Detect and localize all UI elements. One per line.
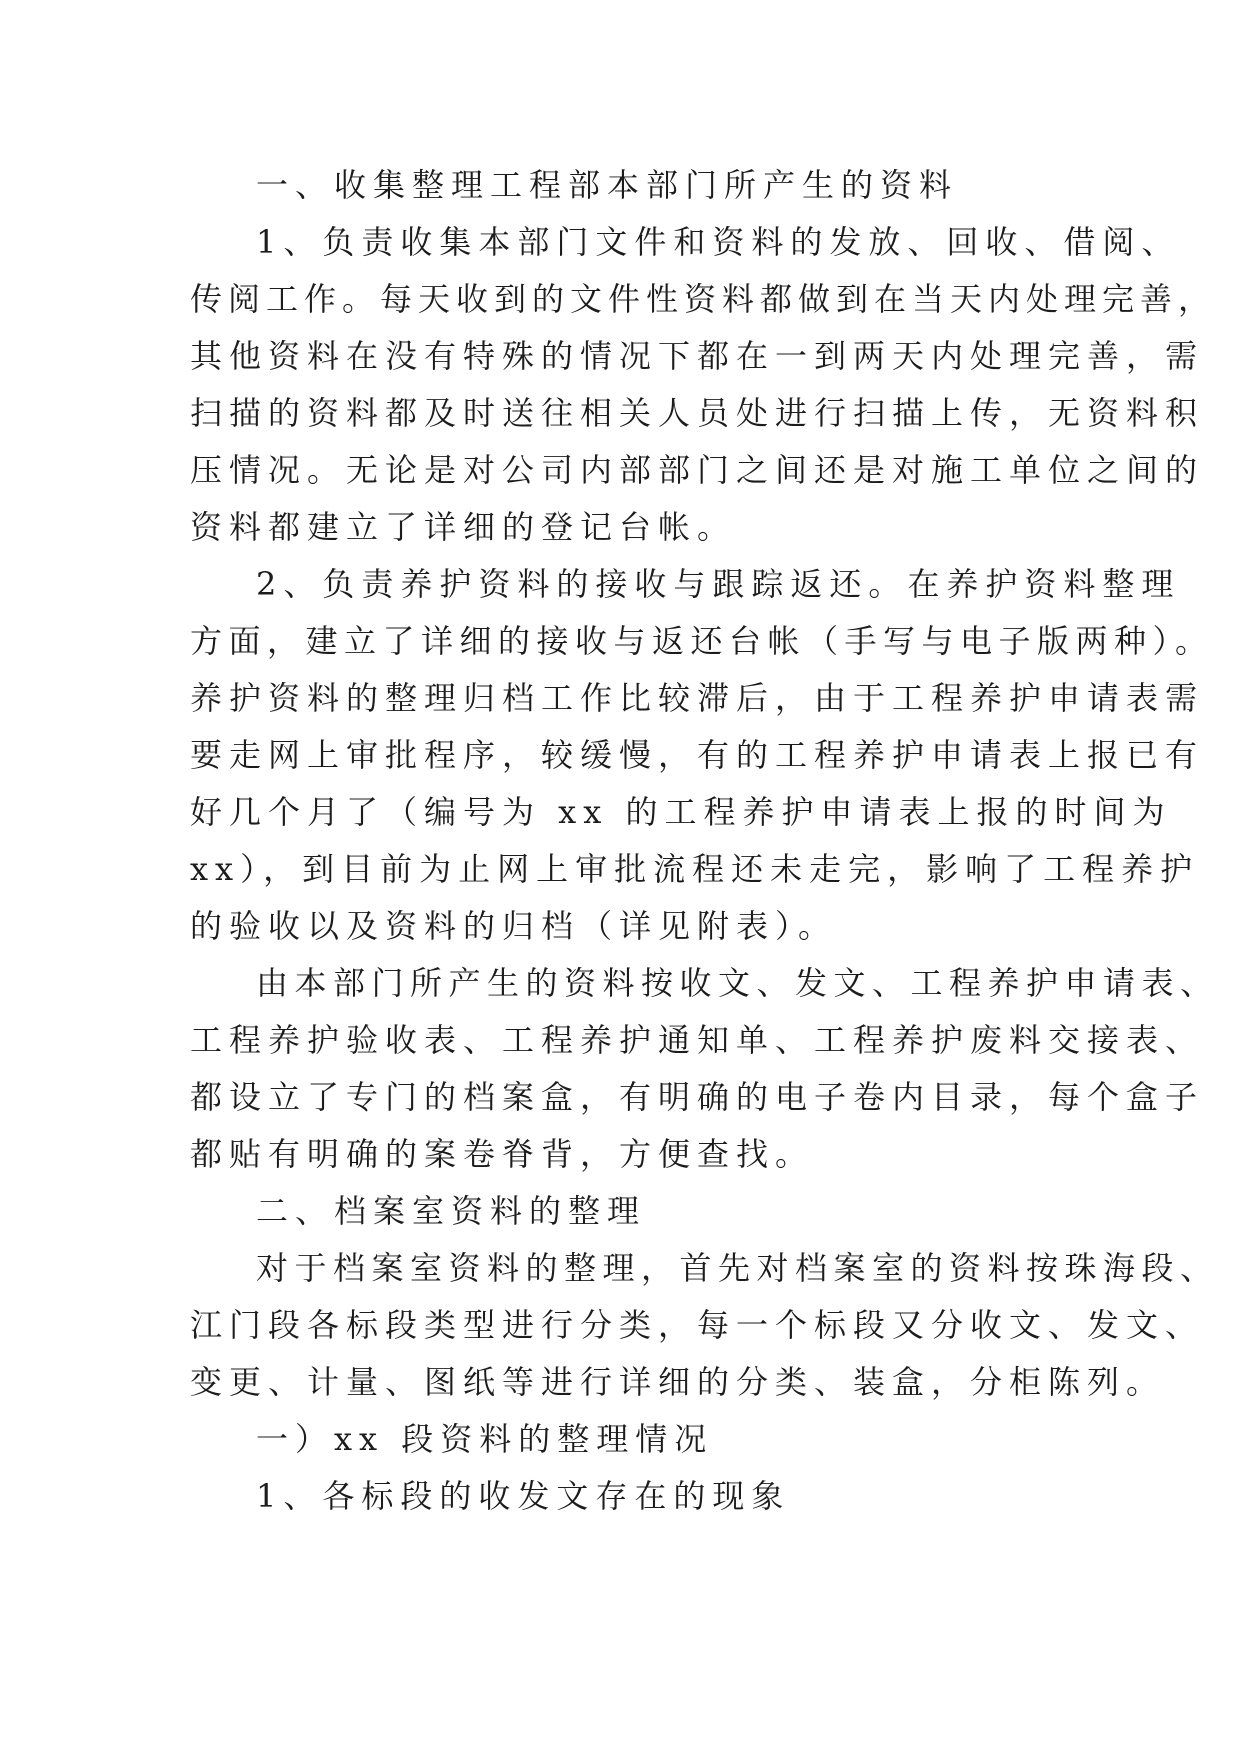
paragraph-3-line-4: 都贴有明确的案卷脊背，方便查找。 [190, 1135, 815, 1173]
paragraph-2-line-6: xx），到目前为止网上审批流程还未走完，影响了工程养护 [190, 850, 1200, 888]
paragraph-4-line-2: 江门段各标段类型进行分类，每一个标段又分收文、发文、 [190, 1306, 1205, 1344]
paragraph-2-line-4: 要走网上审批程序，较缓慢，有的工程养护申请表上报已有 [190, 736, 1205, 774]
paragraph-3-line-1: 由本部门所产生的资料按收文、发文、工程养护申请表、 [256, 964, 1219, 1002]
paragraph-3-line-3: 都设立了专门的档案盒，有明确的电子卷内目录，每个盒子 [190, 1078, 1205, 1116]
list-item-heading-1: 1、各标段的收发文存在的现象 [256, 1477, 791, 1515]
paragraph-2-line-2: 方面，建立了详细的接收与返还台帐（手写与电子版两种）。 [190, 622, 1214, 660]
subsection-heading-1: 一）xx 段资料的整理情况 [256, 1420, 714, 1458]
paragraph-2-line-7: 的验收以及资料的归档（详见附表）。 [190, 907, 838, 945]
paragraph-2-line-1: 2、负责养护资料的接收与跟踪返还。在养护资料整理 [256, 565, 1181, 603]
section-heading-2: 二、档案室资料的整理 [256, 1192, 647, 1230]
paragraph-1-line-4: 扫描的资料都及时送往相关人员处进行扫描上传，无资料积 [190, 394, 1205, 432]
paragraph-1-line-3: 其他资料在没有特殊的情况下都在一到两天内处理完善，需 [190, 337, 1205, 375]
paragraph-1-line-5: 压情况。无论是对公司内部部门之间还是对施工单位之间的 [190, 451, 1205, 489]
paragraph-1-line-1: 1、负责收集本部门文件和资料的发放、回收、借阅、 [256, 223, 1181, 261]
paragraph-2-line-5: 好几个月了（编号为 xx 的工程养护申请表上报的时间为 [190, 793, 1172, 831]
paragraph-4-line-3: 变更、计量、图纸等进行详细的分类、装盒，分柜陈列。 [190, 1363, 1166, 1401]
paragraph-1-line-2: 传阅工作。每天收到的文件性资料都做到在当天内处理完善， [190, 280, 1217, 318]
paragraph-1-line-6: 资料都建立了详细的登记台帐。 [190, 508, 737, 546]
paragraph-4-line-1: 对于档案室资料的整理，首先对档案室的资料按珠海段、 [256, 1249, 1219, 1287]
paragraph-2-line-3: 养护资料的整理归档工作比较滞后，由于工程养护申请表需 [190, 679, 1205, 717]
section-heading-1: 一、收集整理工程部本部门所产生的资料 [256, 166, 959, 204]
paragraph-3-line-2: 工程养护验收表、工程养护通知单、工程养护废料交接表、 [190, 1021, 1205, 1059]
